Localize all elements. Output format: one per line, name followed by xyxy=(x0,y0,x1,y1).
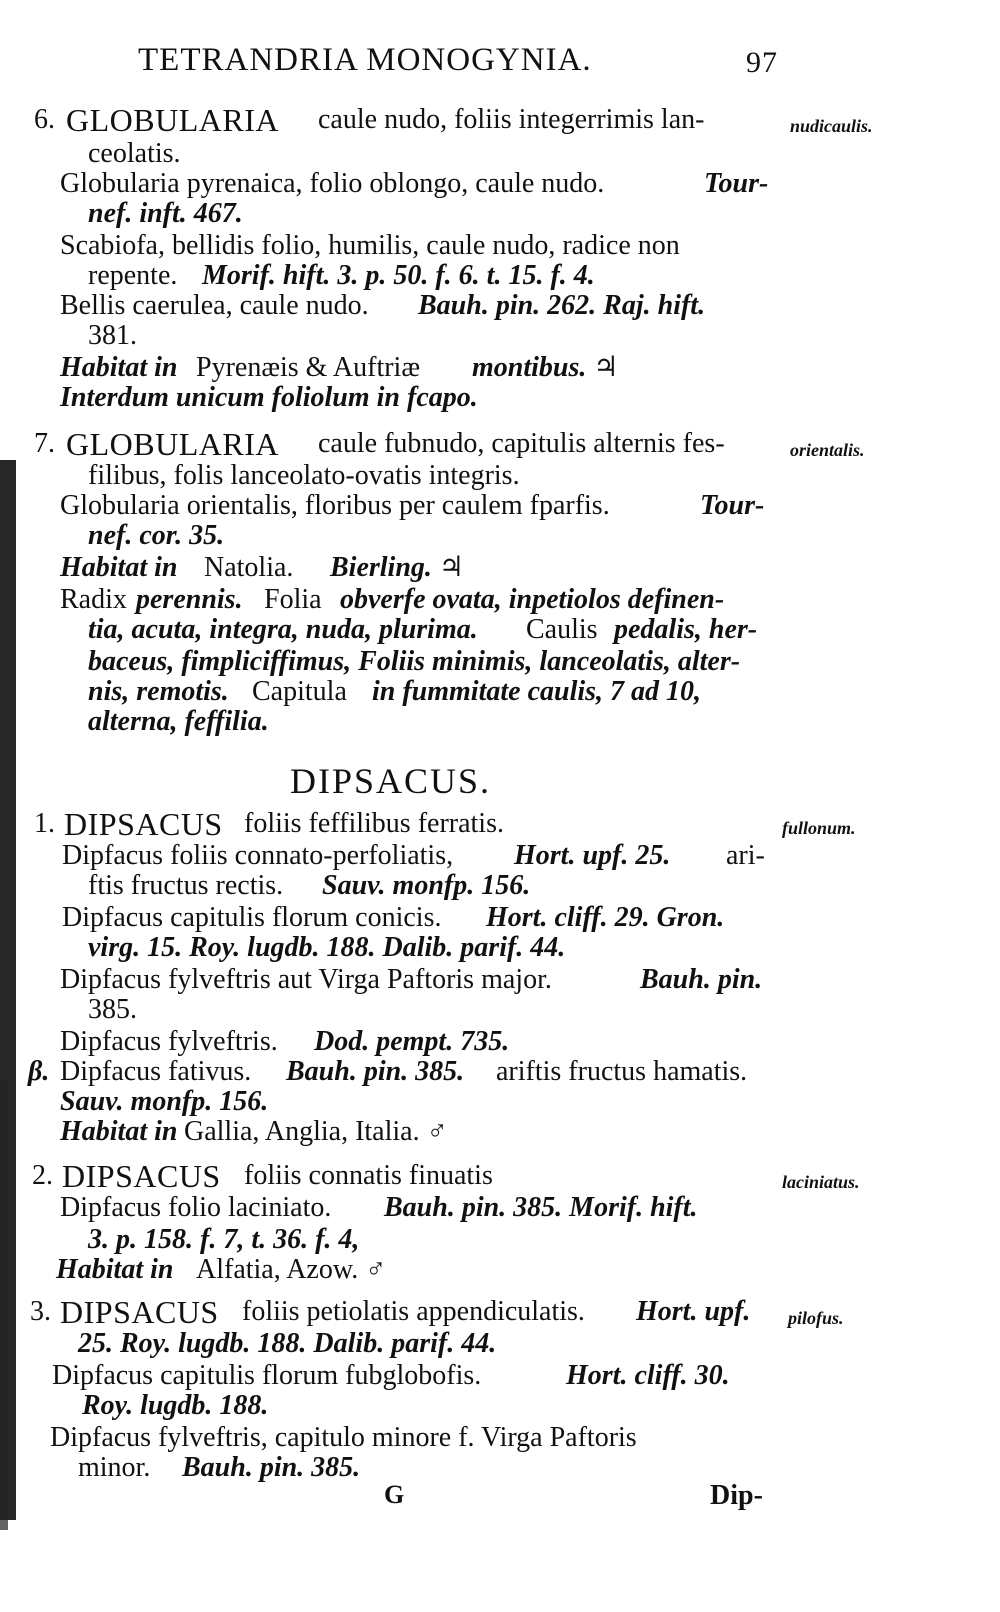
citation-text: Hort. cliff. 30. xyxy=(566,1360,730,1391)
entry-6-line-9 xyxy=(0,352,1000,384)
dipsacus-3-line-1 xyxy=(0,1296,1000,1328)
entry-6-line-4 xyxy=(0,198,1000,230)
diagnosis-text: ceolatis. xyxy=(88,138,181,169)
dipsacus-1-line-7 xyxy=(0,994,1000,1026)
margin-species-name: fullonum. xyxy=(782,818,856,838)
synonym-text: Bellis caerulea, caule nudo. xyxy=(60,290,369,321)
citation-text: Bauh. pin. 385. xyxy=(182,1452,361,1483)
entry-7-line-10 xyxy=(0,706,1000,738)
dipsacus-3-line-4 xyxy=(0,1390,1000,1422)
dipsacus-3-line-2 xyxy=(0,1328,1000,1360)
diagnosis-text: foliis petiolatis appendiculatis. xyxy=(242,1296,585,1327)
entry-6-line-5 xyxy=(0,230,1000,262)
dipsacus-2-line-4 xyxy=(0,1254,1000,1286)
entry-6-line-8 xyxy=(0,320,1000,352)
description-text: Radix xyxy=(60,584,127,615)
margin-species-name: nudicaulis. xyxy=(790,116,873,136)
synonym-text: Dipfacus foliis connato-perfoliatis, xyxy=(62,840,454,871)
genus-name: GLOBULARIA xyxy=(66,102,279,138)
dipsacus-3-line-3 xyxy=(0,1360,1000,1392)
citation-text: Hort. cliff. 29. Gron. xyxy=(486,902,725,933)
habitat-text: Alfatia, Azow. ♂ xyxy=(196,1254,387,1285)
description-text: in fummitate caulis, 7 ad 10, xyxy=(372,676,702,707)
description-text: Capitula xyxy=(252,676,347,707)
citation-text: Morif. hift. 3. p. 50. f. 6. t. 15. f. 4. xyxy=(202,260,595,291)
description-text: obverfe ovata, inpetiolos definen- xyxy=(340,584,725,615)
entry-7-line-9 xyxy=(0,676,1000,708)
dipsacus-1-line-6 xyxy=(0,964,1000,996)
entry-6-line-10 xyxy=(0,382,1000,414)
habitat-label: Habitat in xyxy=(56,1254,174,1285)
citation-text: Hort. upf. 25. xyxy=(514,840,671,871)
synonym-text: Globularia pyrenaica, folio oblongo, caule nudo. xyxy=(60,168,605,199)
description-text: perennis. xyxy=(136,584,243,615)
habitat-label: Habitat in xyxy=(60,552,178,583)
entry-6-line-6 xyxy=(0,260,1000,292)
synonym-text: repente. xyxy=(88,260,178,291)
synonym-text: Dipfacus fylveftris aut Virga Paftoris major. xyxy=(60,964,552,995)
citation-text: Sauv. monfp. 156. xyxy=(322,870,531,901)
synonym-text: Scabiofa, bellidis folio, humilis, caule nudo, radice non xyxy=(60,230,680,261)
synonym-text: Dipfacus fativus. xyxy=(60,1056,252,1087)
synonym-text: ariftis fructus hamatis. xyxy=(496,1056,748,1087)
habitat-text: Natolia. xyxy=(204,552,294,583)
habitat-label: Habitat in xyxy=(60,1116,178,1147)
entry-number: 3. xyxy=(30,1296,51,1327)
citation-text: virg. 15. Roy. lugdb. 188. Dalib. parif. 44. xyxy=(88,932,566,963)
description-text: alterna, feffilia. xyxy=(88,706,269,737)
entry-7-line-4 xyxy=(0,520,1000,552)
running-header xyxy=(138,42,778,86)
dipsacus-1-line-3 xyxy=(0,870,1000,902)
dipsacus-1-line-11 xyxy=(0,1116,1000,1148)
habitat-text: Pyrenæis & Auftriæ xyxy=(196,352,421,383)
citation-text: Tour- xyxy=(700,490,765,521)
synonym-text: Dipfacus fylveftris, capitulo minore f. Virga Paftoris xyxy=(50,1422,637,1453)
citation-text: Bierling. ♃ xyxy=(330,552,465,583)
description-text: pedalis, her- xyxy=(614,614,758,645)
citation-text: Bauh. pin. 385. xyxy=(286,1056,465,1087)
dipsacus-1-line-4 xyxy=(0,902,1000,934)
description-text: baceus, fimpliciffimus, Foliis minimis, lanceolatis, alter- xyxy=(88,646,741,677)
citation-text: Hort. upf. xyxy=(636,1296,751,1327)
dipsacus-1-line-8 xyxy=(0,1026,1000,1058)
section-heading: DIPSACUS. xyxy=(290,761,492,801)
entry-7-line-7 xyxy=(0,614,1000,646)
entry-6-line-7 xyxy=(0,290,1000,322)
citation-text: Bauh. pin. 262. Raj. hift. xyxy=(418,290,706,321)
diagnosis-text: caule fubnudo, capitulis alternis fes- xyxy=(318,428,725,459)
synonym-text: Dipfacus capitulis florum conicis. xyxy=(62,902,442,933)
citation-text: Bauh. pin. xyxy=(640,964,763,995)
dipsacus-2-line-3 xyxy=(0,1224,1000,1256)
entry-7-line-6 xyxy=(0,584,1000,616)
variety-marker: β. xyxy=(28,1056,50,1087)
entry-number: 1. xyxy=(34,808,55,839)
citation-text: 25. Roy. lugdb. 188. Dalib. parif. 44. xyxy=(78,1328,497,1359)
citation-text: 385. xyxy=(88,994,137,1025)
dipsacus-1-line-5 xyxy=(0,932,1000,964)
synonym-text: Globularia orientalis, floribus per caulem fparfis. xyxy=(60,490,610,521)
citation-text: Bauh. pin. 385. Morif. hift. xyxy=(384,1192,698,1223)
citation-text: Dod. pempt. 735. xyxy=(314,1026,510,1057)
dipsacus-1-line-10 xyxy=(0,1086,1000,1118)
entry-6-line-2 xyxy=(0,138,1000,170)
margin-species-name: laciniatus. xyxy=(782,1172,860,1192)
entry-7-line-8 xyxy=(0,646,1000,678)
citation-text: 381. xyxy=(88,320,137,351)
entry-number: 7. xyxy=(34,428,55,459)
entry-7-line-2 xyxy=(0,460,1000,492)
diagnosis-text: caule nudo, foliis integerrimis lan- xyxy=(318,104,705,135)
dipsacus-3-line-5 xyxy=(0,1422,1000,1454)
synonym-text: ftis fructus rectis. xyxy=(88,870,284,901)
genus-name: DIPSACUS xyxy=(62,1158,221,1194)
habitat-label: Habitat in xyxy=(60,352,178,383)
description-text: Caulis xyxy=(526,614,598,645)
habitat-text: montibus. ♃ xyxy=(472,352,619,383)
genus-name: DIPSACUS xyxy=(60,1294,219,1330)
synonym-text: Dipfacus capitulis florum fubglobofis. xyxy=(52,1360,482,1391)
header-title: TETRANDRIA MONOGYNIA. xyxy=(138,42,592,78)
entry-number: 6. xyxy=(34,104,55,135)
note-text: Interdum unicum foliolum in fcapo. xyxy=(60,382,478,413)
synonym-text: minor. xyxy=(78,1452,151,1483)
citation-text: Roy. lugdb. 188. xyxy=(82,1390,269,1421)
diagnosis-text: filibus, folis lanceolato-ovatis integris. xyxy=(88,460,520,491)
description-text: Folia xyxy=(264,584,322,615)
entry-7-line-3 xyxy=(0,490,1000,522)
diagnosis-text: foliis feffilibus ferratis. xyxy=(244,808,504,839)
synonym-text: ari- xyxy=(726,840,765,871)
citation-text: nef. cor. 35. xyxy=(88,520,225,551)
dipsacus-1-line-9 xyxy=(0,1056,1000,1088)
citation-text: 3. p. 158. f. 7, t. 36. f. 4, xyxy=(88,1224,360,1255)
habitat-text: Gallia, Anglia, Italia. ♂ xyxy=(184,1116,448,1147)
genus-name: GLOBULARIA xyxy=(66,426,279,462)
page-number: 97 xyxy=(746,46,778,79)
dipsacus-1-line-2 xyxy=(0,840,1000,872)
citation-text: Sauv. monfp. 156. xyxy=(60,1086,269,1117)
diagnosis-text: foliis connatis finuatis xyxy=(244,1160,493,1191)
citation-text: nef. inft. 467. xyxy=(88,198,243,229)
synonym-text: Dipfacus fylveftris. xyxy=(60,1026,278,1057)
catchword: Dip- xyxy=(710,1480,763,1511)
citation-text: Tour- xyxy=(704,168,769,199)
entry-number: 2. xyxy=(32,1160,53,1191)
description-text: tia, acuta, integra, nuda, plurima. xyxy=(88,614,478,645)
entry-7-line-5 xyxy=(0,552,1000,584)
margin-species-name: orientalis. xyxy=(790,440,865,460)
dipsacus-3-line-6 xyxy=(0,1452,1000,1484)
dipsacus-2-line-2 xyxy=(0,1192,1000,1224)
synonym-text: Dipfacus folio laciniato. xyxy=(60,1192,332,1223)
genus-name: DIPSACUS xyxy=(64,806,223,842)
entry-6-line-3 xyxy=(0,168,1000,200)
margin-species-name: pilofus. xyxy=(788,1308,844,1328)
signature-mark: G xyxy=(384,1480,405,1509)
description-text: nis, remotis. xyxy=(88,676,229,707)
